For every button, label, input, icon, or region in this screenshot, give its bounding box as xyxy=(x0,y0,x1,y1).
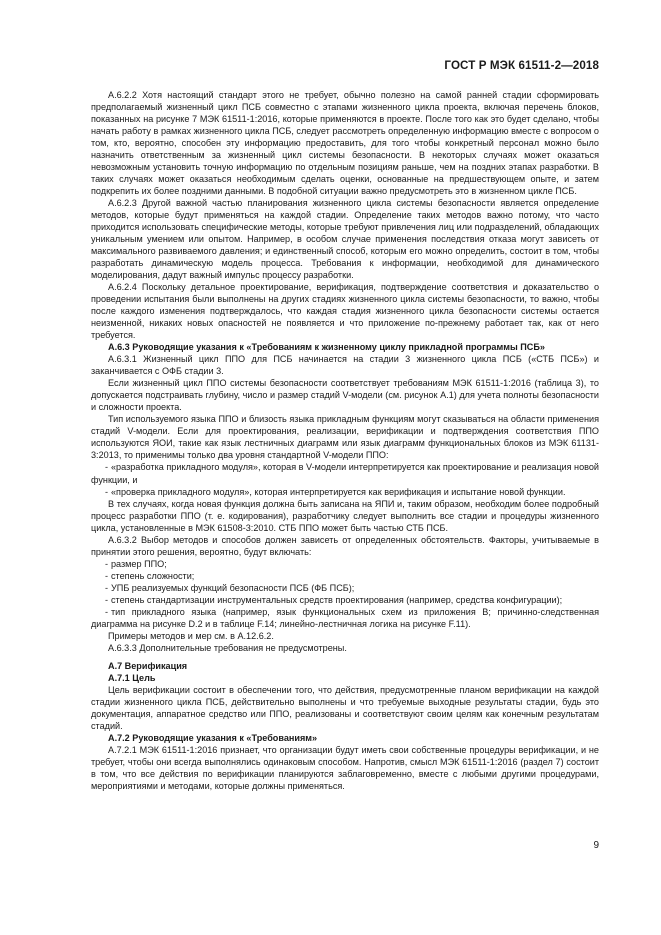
paragraph-lvl-development: В тех случаях, когда новая функция должна быть записана на ЯПИ и, таким образом, необходим более подробный процесс разработки ППО (т. е. кодирования), разработчику следует выполнить все стадии и процедуры жизненного цикла, установленные в МЭК 61508-3:2010. СТБ ППО может быть частью СТБ ПСБ. xyxy=(91,498,599,533)
list-item xyxy=(91,461,599,485)
paragraph-examples-ref: Примеры методов и мер см. в А.12.6.2. xyxy=(108,630,274,641)
paragraph-v-model-scope: Если жизненный цикл ППО системы безопасности соответствует требованиям МЭК 61511-1:2016 (таблица 3), то допускается подстраивать глубину, число и размер стадий V-модели (см. рисунок А.1) для учета полноты безопасности и сложности проекта. xyxy=(91,378,599,413)
section-heading-a-7-2: А.7.2 Руководящие указания к «Требованиям» xyxy=(108,732,318,743)
list-item-text: степень стандартизации инструментальных средств проектирования (например, средства конфигурации); xyxy=(111,594,563,605)
list-dash: - xyxy=(104,594,108,605)
list-dash: - xyxy=(104,582,108,593)
list-dash: - xyxy=(104,606,108,617)
list-item xyxy=(91,558,599,570)
paragraph-verification-goal: Цель верификации состоит в обеспечении того, что действия, предусмотренные планом верификации на каждой стадии жизненного цикла ПСБ, действительно выполнены и что требуемые выходные результаты стадии, будь это документация, аппаратное средство или ППО, реализованы и соответствуют своим целям как конечным результатам стадий. xyxy=(91,684,599,731)
paragraph-a-7-2-1: А.7.2.1 МЭК 61511-1:2016 признает, что организации будут иметь свои собственные процедуры верификации, и не требует, чтобы они всегда выполнялись одинаковым способом. Напротив, смысл МЭК 61511-1:2016 (раздел 7) состоит в том, что все действия по верификации планируются заблаговременно, вместе с любыми другими процедурами, мероприятиями и методами, которые должны применяться. xyxy=(91,744,599,791)
page-number: 9 xyxy=(593,840,599,851)
standard-code-header: ГОСТ Р МЭК 61511-2—2018 xyxy=(444,59,599,72)
list-item-text: УПБ реализуемых функций безопасности ПСБ (ФБ ПСБ); xyxy=(111,582,355,593)
section-heading-a-7-1: А.7.1 Цель xyxy=(108,672,156,683)
list-item xyxy=(91,570,599,582)
paragraph-a-6-3-2: А.6.3.2 Выбор методов и способов должен зависеть от определенных обстоятельств. Факторы, учитываемые в принятии этого решения, вероятно, будут включать: xyxy=(91,534,599,557)
list-dash: - xyxy=(104,558,108,569)
paragraph-a-6-2-3: А.6.2.3 Другой важной частью планирования жизненного цикла системы безопасности является определение методов, которые будут применяться на каждой стадии. Определение таких методов важно потому, что часто приходится использовать специфические методы, которые требуют привлечения лиц или подразделений, обладающих уникальным умением или опытом. Например, в особом случае применения последствия отказа могут зависеть от максимального развиваемого давления; и единственный способ, которым его можно определить, состоит в том, чтобы разработать динамическую модель процесса. Требования к информации, необходимой для динамического моделирования, дадут важный импульс процессу разработки. xyxy=(91,198,599,281)
list-item-text: «проверка прикладного модуля», которая интерпретируется как верификация и испытание новой функции. xyxy=(111,486,566,497)
list-dash: - xyxy=(104,462,108,473)
list-dash: - xyxy=(104,486,108,497)
list-item-text: степень сложности; xyxy=(111,570,195,581)
paragraph-a-6-2-4: А.6.2.4 Поскольку детальное проектирование, верификация, подтверждение соответствия и доказательство о проведении испытания были выполнены на других стадиях жизненного цикла системы безопасности, то важно, чтобы после каждого изменения подтверждалось, что каждая стадия жизненного цикла безопасности системы остается неизменной, никаких новых опасностей не появляется и что приложение по-прежнему работает так, как от него требуется. xyxy=(91,282,599,341)
paragraph-a-6-3-3: А.6.3.3 Дополнительные требования не предусмотрены. xyxy=(108,642,347,653)
paragraph-a-6-3-1: А.6.3.1 Жизненный цикл ППО для ПСБ начинается на стадии 3 жизненного цикла ПСБ («СТБ ПСБ») и заканчивается с ОФБ стадии 3. xyxy=(91,354,599,377)
list-item-text: тип прикладного языка (например, язык функциональных схем из приложения В; причинно-следственная диаграмма на рисунке D.2 и в таблице F.14; линейно-лестничная логика на рисунке F.11). xyxy=(91,606,599,629)
section-heading-a-6-3: А.6.3 Руководящие указания к «Требованиям к жизненному циклу прикладной программы ПСБ» xyxy=(108,342,545,353)
document-body xyxy=(91,89,599,792)
list-item xyxy=(91,486,599,498)
list-item-text: «разработка прикладного модуля», которая в V-модели интерпретируется как проектирование и реализация новой функции, и xyxy=(91,462,600,485)
list-item-text: размер ППО; xyxy=(111,558,167,569)
list-item xyxy=(91,606,599,630)
paragraph-a-6-2-2: А.6.2.2 Хотя настоящий стандарт этого не требует, обычно полезно на самой ранней стадии сформировать предполагаемый жизненный цикл ПСБ совместно с этапами жизненного цикла проекта, включая перечень блоков, показанных на рисунке 7 МЭК 61511-1:2016, которые применяются в проекте. После того как это будет сделано, чтобы начать работу в рамках жизненного цикла ПСБ, следует рассмотреть определенную информацию вместе с вопросом о том, кто, вероятно, способен эту информацию предоставить, для того чтобы конкретный персонал можно было назначить ответственным за жизненный цикл системы безопасности. В некоторых случаях может оказаться невозможным установить точную информацию по отдельным позициям раньше, чем на поздних этапах разработки. В таких случаях может оказаться необходимым сделать оценки, основанные на предшествующем опыте, и затем подкрепить их более поздними данными. В подобной ситуации важно предусмотреть это в жизненном цикле ПСБ. xyxy=(91,90,599,197)
list-item xyxy=(91,594,599,606)
list-dash: - xyxy=(104,570,108,581)
section-heading-a-7: А.7 Верификация xyxy=(108,660,188,671)
paragraph-language-type: Тип используемого языка ППО и близость языка прикладным функциям могут сказываться на области применения стадий V-модели. Если для проектирования, реализации, верификации и подтверждения соответствия ППО используются ЯОИ, такие как язык лестничных диаграмм или язык диаграмм функциональных блоков из МЭК 61131-3:2013, то применимы только два уровня стандартной V-модели ППО: xyxy=(91,414,599,461)
list-item xyxy=(91,582,599,594)
